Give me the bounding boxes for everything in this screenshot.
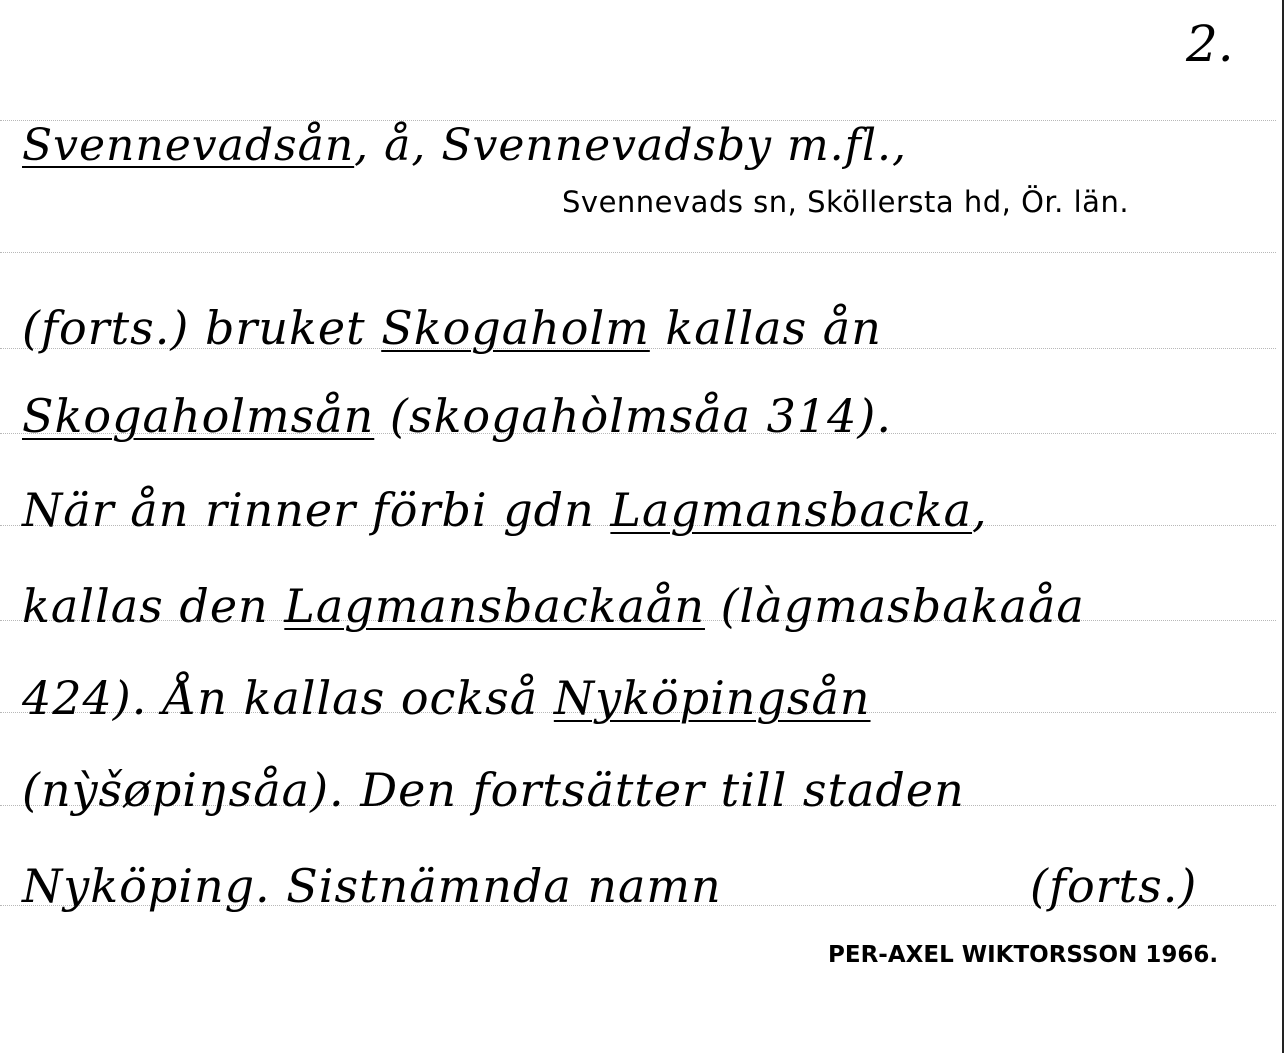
- text-segment: När ån rinner förbi gdn: [22, 483, 611, 537]
- text-line-5: [22, 670, 871, 726]
- author-signature: PER-AXEL WIKTORSSON 1966.: [828, 942, 1219, 968]
- continued-note: (forts.): [1030, 859, 1198, 913]
- text-line-2: [22, 388, 892, 444]
- text-line-4: [22, 578, 1085, 634]
- text-segment: 424). Ån kallas också: [22, 671, 554, 725]
- card-edge: [1282, 0, 1284, 1053]
- place-name: Lagmansbacka: [610, 483, 973, 537]
- heading-name: Svennevadsån: [22, 120, 355, 171]
- place-name: Skogaholm: [381, 301, 650, 355]
- text-line-1: [22, 300, 882, 356]
- page-number: 2.: [1186, 15, 1234, 73]
- text-segment: (nỳšøpiŋsåa). Den fortsätter till staden: [22, 763, 965, 817]
- text-segment: (làgmasbakaåa: [704, 579, 1085, 633]
- text-segment: kallas ån: [649, 301, 882, 355]
- heading: [22, 118, 907, 174]
- text-segment: Nyköping. Sistnämnda namn: [22, 859, 722, 913]
- place-name: Lagmansbackaån: [284, 579, 705, 633]
- text-line-6: [22, 762, 965, 818]
- text-segment: (forts.) bruket: [22, 301, 382, 355]
- place-name: Nyköpingsån: [553, 671, 871, 725]
- text-segment: (skogahòlmsåa 314).: [374, 389, 892, 443]
- ruled-line: [0, 252, 1276, 253]
- text-segment: kallas den: [22, 579, 285, 633]
- text-line-7: [22, 858, 722, 914]
- location-line: Svennevads sn, Sköllersta hd, Ör. län.: [562, 185, 1130, 219]
- text-line-3: [22, 482, 988, 538]
- text-segment: ,: [972, 483, 988, 537]
- heading-rest: , å, Svennevadsby m.fl.,: [354, 120, 907, 171]
- place-name: Skogaholmsån: [22, 389, 375, 443]
